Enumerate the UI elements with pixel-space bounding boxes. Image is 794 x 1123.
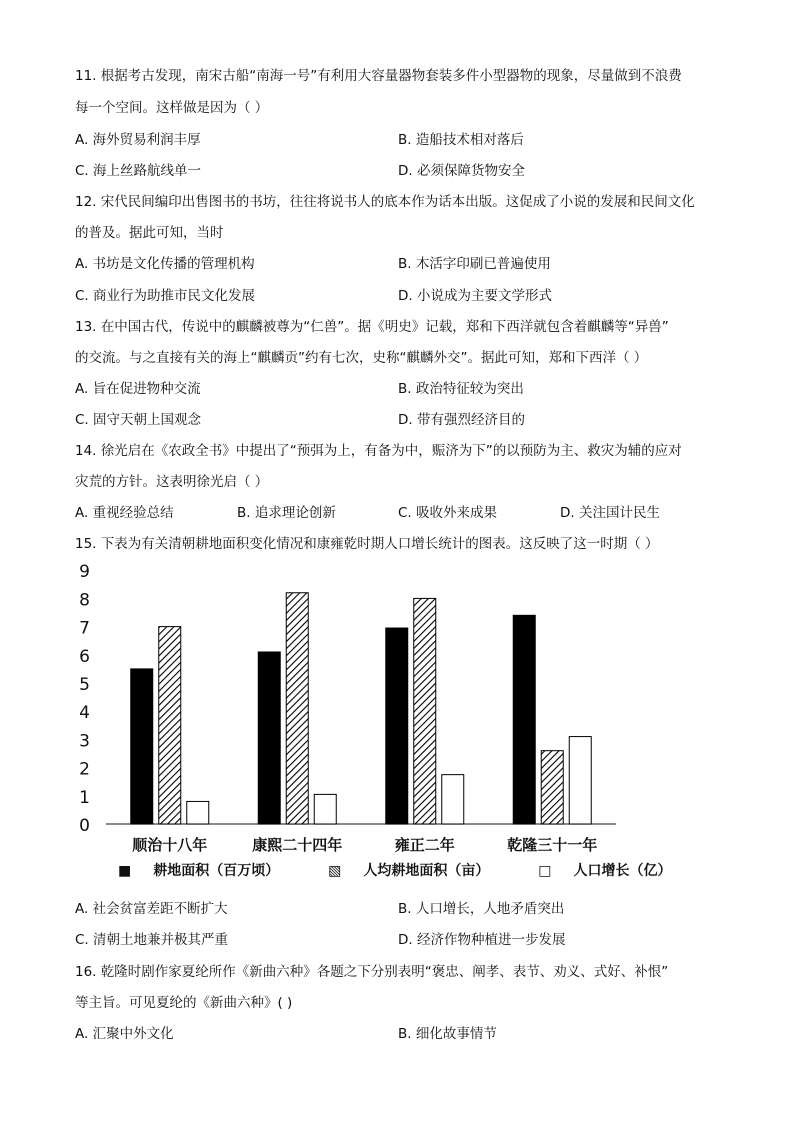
q13-stem-line2: 的交流。与之直接有关的海上“麒麟贡”约有七次，史称“麒麟外交”。据此可知，郑和下西洋（ ） (75, 350, 648, 366)
legend-label-per-capita: 人均耕地面积（亩） (363, 863, 490, 879)
q14-stem-line1: 14. 徐光启在《农政全书》中提出了“预弭为上，有备为中，赈济为下”的以预防为主、救灾为辅的应对 (75, 443, 682, 459)
q15-stem-line1: 15. 下表为有关清朝耕地面积变化情况和康雍乾时期人口增长统计的图表。这反映了这一时期（ ） (75, 536, 659, 552)
q11-option-a[interactable]: A. 海外贸易利润丰厚 (75, 132, 201, 148)
q13-option-a[interactable]: A. 旨在促进物种交流 (75, 381, 201, 397)
bar-0-1 (159, 627, 181, 824)
y-tick-label: 6 (79, 646, 90, 667)
x-tick-label: 顺治十八年 (132, 836, 208, 854)
x-tick-label: 康熙二十四年 (252, 836, 343, 854)
q11-option-b[interactable]: B. 造船技术相对落后 (398, 132, 524, 148)
x-tick-label: 乾隆三十一年 (507, 836, 598, 854)
y-tick-label: 5 (79, 675, 90, 695)
bar-0-0 (131, 669, 153, 824)
bar-3-2 (569, 737, 591, 824)
bar-1-2 (314, 794, 336, 824)
q16-stem-line2: 等主旨。可见夏纶的《新曲六种》( ) (75, 995, 293, 1011)
q11-stem-line1: 11. 根据考古发现，南宋古船“南海一号”有利用大容量器物套装多件小型器物的现象，尽量做到不浪费 (75, 68, 682, 84)
farmland-population-bar-chart (60, 556, 640, 856)
q13-option-b[interactable]: B. 政治特征较为突出 (398, 381, 524, 397)
y-tick-label: 8 (79, 590, 90, 611)
q12-stem-line2: 的普及。据此可知，当时 (75, 225, 224, 241)
q12-option-a[interactable]: A. 书坊是文化传播的管理机构 (75, 256, 255, 272)
q14-stem-line2: 灾荒的方针。这表明徐光启（ ） (75, 474, 269, 490)
bar-3-1 (541, 751, 563, 824)
legend-label-farmland: 耕地面积（百万顷） (153, 863, 280, 879)
y-tick-label: 0 (79, 816, 90, 836)
q15-option-a[interactable]: A. 社会贫富差距不断扩大 (75, 901, 228, 917)
q12-option-c[interactable]: C. 商业行为助推市民文化发展 (75, 288, 256, 304)
q14-option-d[interactable]: D. 关注国计民生 (560, 505, 660, 521)
legend-label-population: 人口增长（亿） (573, 863, 672, 879)
q16-option-a[interactable]: A. 汇聚中外文化 (75, 1026, 174, 1042)
bar-1-1 (286, 593, 308, 824)
x-tick-label: 雍正二年 (394, 836, 455, 854)
q13-option-d[interactable]: D. 带有强烈经济目的 (398, 412, 525, 428)
legend-item-population (538, 863, 693, 879)
q12-stem-line1: 12. 宋代民间编印出售图书的书坊，往往将说书人的底本作为话本出版。这促成了小说的发展和民间文化 (75, 194, 695, 210)
y-tick-label: 3 (79, 731, 90, 752)
bar-1-0 (258, 652, 280, 824)
q14-option-b[interactable]: B. 追求理论创新 (237, 505, 336, 521)
bar-2-1 (414, 598, 436, 824)
bar-2-2 (442, 775, 464, 824)
legend-hatched-square-icon: ▧ (328, 863, 342, 879)
legend-item-farmland (118, 863, 301, 879)
y-tick-label: 2 (79, 759, 90, 780)
q14-option-a[interactable]: A. 重视经验总结 (75, 505, 174, 521)
bar-3-0 (513, 615, 535, 824)
q13-option-c[interactable]: C. 固守天朝上国观念 (75, 412, 202, 428)
y-tick-label: 7 (79, 618, 90, 639)
bar-0-2 (187, 801, 209, 824)
q11-option-d[interactable]: D. 必须保障货物安全 (398, 163, 525, 179)
q12-option-b[interactable]: B. 木活字印刷已普遍使用 (398, 256, 551, 272)
chart-legend (118, 860, 715, 880)
y-tick-label: 1 (79, 787, 90, 808)
q16-option-b[interactable]: B. 细化故事情节 (398, 1026, 497, 1042)
q12-option-d[interactable]: D. 小说成为主要文学形式 (398, 288, 552, 304)
q14-option-c[interactable]: C. 吸收外来成果 (398, 505, 498, 521)
q13-stem-line1: 13. 在中国古代，传说中的麒麟被尊为“仁兽”。据《明史》记载，郑和下西洋就包含着麒麟等“异兽” (75, 319, 669, 335)
q16-stem-line1: 16. 乾隆时剧作家夏纶所作《新曲六种》各题之下分别表明“褒忠、阐孝、表节、劝义、式好、补恨” (75, 964, 669, 980)
q15-option-c[interactable]: C. 清朝土地兼并极其严重 (75, 932, 229, 948)
legend-item-per-capita (328, 863, 511, 879)
q11-option-c[interactable]: C. 海上丝路航线单一 (75, 163, 202, 179)
legend-solid-square-icon: ■ (118, 863, 132, 879)
y-tick-label: 4 (79, 703, 90, 724)
q15-option-d[interactable]: D. 经济作物种植进一步发展 (398, 932, 566, 948)
y-tick-label: 9 (79, 562, 90, 583)
bar-2-0 (386, 628, 408, 824)
q11-stem-line2: 每一个空间。这样做是因为（ ） (75, 100, 269, 116)
q15-option-b[interactable]: B. 人口增长，人地矛盾突出 (398, 901, 565, 917)
legend-hollow-square-icon: □ (538, 863, 552, 879)
